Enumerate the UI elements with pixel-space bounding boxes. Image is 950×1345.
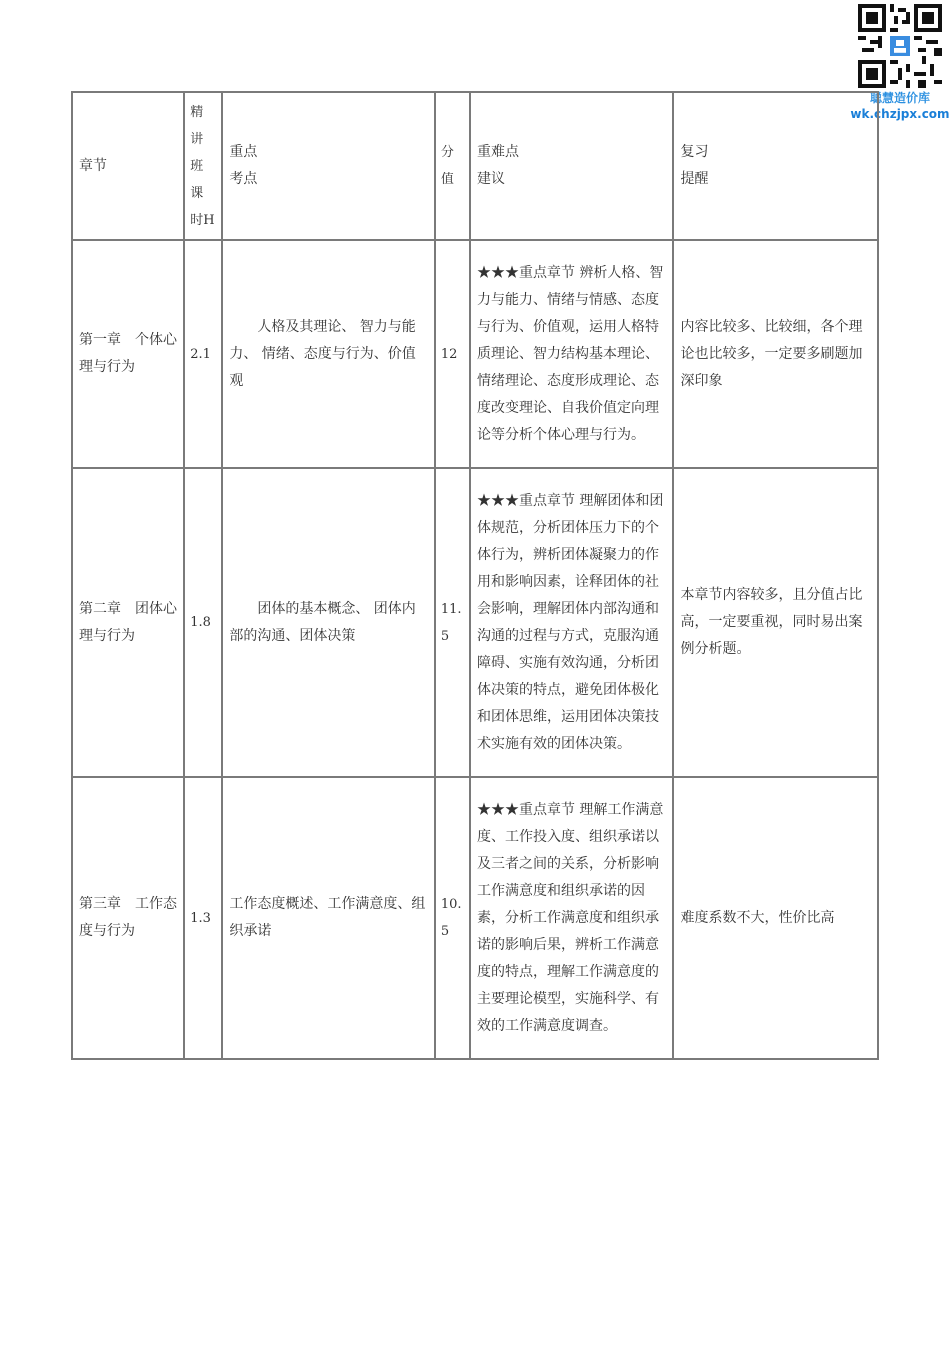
row-focus: 人格及其理论、 智力与能力、 情绪、态度与行为、价值观 [223, 241, 436, 469]
row-focus: 团体的基本概念、 团体内部的沟通、团体决策 [223, 469, 436, 778]
row-focus: 工作态度概述、工作满意度、组织承诺 [223, 778, 436, 1060]
header-score: 分 值 [436, 93, 471, 241]
header-difficulty: 重难点 建议 [471, 93, 675, 241]
row-review: 内容比较多、比较细，各个理论也比较多，一定要多刷题加深印象 [674, 241, 879, 469]
header-review: 复习 提醒 [674, 93, 879, 241]
table-row [73, 469, 879, 778]
row-score: 12 [436, 241, 471, 469]
qr-code-icon [858, 4, 942, 88]
table-row [73, 778, 879, 1060]
row-chapter: 第三章 工作态度与行为 [73, 778, 185, 1060]
table-row [73, 241, 879, 469]
watermark-site-name: 聪慧造价库 [869, 91, 930, 105]
row-difficulty: ★★★重点章节 理解团体和团体规范，分析团体压力下的个体行为，辨析团体凝聚力的作用和影响因素，诠释团体的社会影响，理解团体内部沟通和沟通的过程与方式，克服沟通障碍、实施有效沟通，分析团体决策的特点，避免团体极化和团体思维，运用团体决策技术实施有效的团体决策。 [471, 469, 675, 778]
header-chapter: 章节 [73, 93, 185, 241]
row-review: 本章节内容较多，且分值占比高，一定要重视，同时易出案例分析题。 [674, 469, 879, 778]
row-score: 11.5 [436, 469, 471, 778]
row-difficulty: ★★★重点章节 辨析人格、智力与能力、情绪与情感、态度与行为、价值观，运用人格特质理论、智力结构基本理论、情绪理论、态度形成理论、态度改变理论、自我价值定向理论等分析个体心理与行为。 [471, 241, 675, 469]
row-chapter: 第二章 团体心理与行为 [73, 469, 185, 778]
header-focus: 重点 考点 [223, 93, 436, 241]
row-hours: 1.8 [185, 469, 223, 778]
table-header-row [73, 93, 879, 241]
row-review: 难度系数不大，性价比高 [674, 778, 879, 1060]
row-chapter: 第一章 个体心理与行为 [73, 241, 185, 469]
row-hours: 1.3 [185, 778, 223, 1060]
watermark-site-url: wk.chzjpx.com [850, 107, 950, 121]
row-difficulty: ★★★重点章节 理解工作满意度、工作投入度、组织承诺以及三者之间的关系，分析影响工作满意度和组织承诺的因素，分析工作满意度和组织承诺的影响后果，辨析工作满意度的特点，理解工作满意度的主要理论模型，实施科学、有效的工作满意度调查。 [471, 778, 675, 1060]
syllabus-table [71, 91, 879, 1060]
header-hours: 精 讲 班 课 时H [185, 93, 223, 241]
row-score: 10.5 [436, 778, 471, 1060]
row-hours: 2.1 [185, 241, 223, 469]
